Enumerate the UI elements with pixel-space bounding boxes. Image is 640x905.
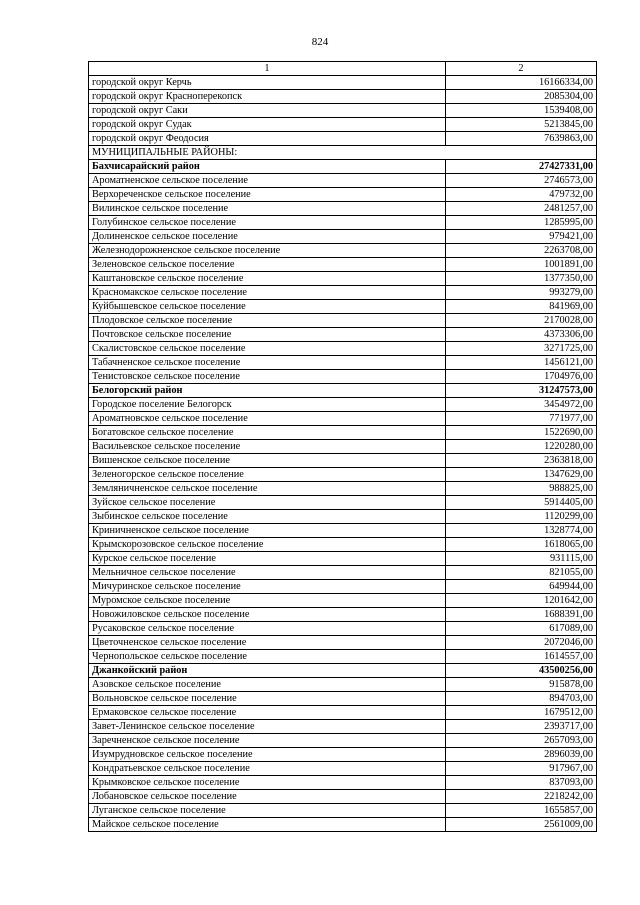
municipality-name: Вилинское сельское поселение: [89, 202, 446, 216]
table-row: [89, 370, 597, 384]
amount-value: 1201642,00: [446, 594, 597, 608]
amount-value: 979421,00: [446, 230, 597, 244]
amount-value: 931115,00: [446, 552, 597, 566]
municipality-name: Земляничненское сельское поселение: [89, 482, 446, 496]
amount-value: 2170028,00: [446, 314, 597, 328]
amount-value: 917967,00: [446, 762, 597, 776]
amount-value: 1539408,00: [446, 104, 597, 118]
municipality-name: Городское поселение Белогорск: [89, 398, 446, 412]
district-total-row: [89, 160, 597, 174]
amount-value: 7639863,00: [446, 132, 597, 146]
municipality-name: Зеленогорское сельское поселение: [89, 468, 446, 482]
amount-value: 1347629,00: [446, 468, 597, 482]
municipality-name: Вольновское сельское поселение: [89, 692, 446, 706]
amount-value: 2072046,00: [446, 636, 597, 650]
municipality-name: Белогорский район: [89, 384, 446, 398]
table-row: [89, 202, 597, 216]
table-row: [89, 608, 597, 622]
table-row: [89, 272, 597, 286]
table-row: [89, 300, 597, 314]
municipality-name: Курское сельское поселение: [89, 552, 446, 566]
table-row: [89, 776, 597, 790]
municipality-name: Табачненское сельское поселение: [89, 356, 446, 370]
municipality-name: Новожиловское сельское поселение: [89, 608, 446, 622]
table-body: [89, 76, 597, 832]
table-row: [89, 496, 597, 510]
amount-value: 43500256,00: [446, 664, 597, 678]
municipality-name: Почтовское сельское поселение: [89, 328, 446, 342]
table-row: [89, 76, 597, 90]
amount-value: 4373306,00: [446, 328, 597, 342]
municipality-name: городской округ Судак: [89, 118, 446, 132]
amount-value: 1688391,00: [446, 608, 597, 622]
amount-value: 1522690,00: [446, 426, 597, 440]
table-row: [89, 440, 597, 454]
municipality-name: Луганское сельское поселение: [89, 804, 446, 818]
municipality-name: Вишенское сельское поселение: [89, 454, 446, 468]
municipality-name: Зуйское сельское поселение: [89, 496, 446, 510]
amount-value: 2481257,00: [446, 202, 597, 216]
amount-value: 27427331,00: [446, 160, 597, 174]
municipality-name: Мичуринское сельское поселение: [89, 580, 446, 594]
table-row: [89, 132, 597, 146]
table-header-row: [89, 62, 597, 76]
amount-value: 617089,00: [446, 622, 597, 636]
municipality-name: Чернопольское сельское поселение: [89, 650, 446, 664]
table-row: [89, 90, 597, 104]
table-row: [89, 426, 597, 440]
amount-value: 1679512,00: [446, 706, 597, 720]
amount-value: 1001891,00: [446, 258, 597, 272]
municipality-name: Голубинское сельское поселение: [89, 216, 446, 230]
amount-value: 837093,00: [446, 776, 597, 790]
municipality-name: Ермаковское сельское поселение: [89, 706, 446, 720]
table-row: [89, 118, 597, 132]
budget-table: [88, 61, 597, 832]
table-row: [89, 482, 597, 496]
table-row: [89, 678, 597, 692]
table-row: [89, 762, 597, 776]
municipality-name: Железнодорожненское сельское поселение: [89, 244, 446, 258]
amount-value: 1456121,00: [446, 356, 597, 370]
table-row: [89, 104, 597, 118]
table-row: [89, 720, 597, 734]
section-header-row: [89, 146, 597, 160]
table-row: [89, 650, 597, 664]
table-row: [89, 286, 597, 300]
amount-value: 16166334,00: [446, 76, 597, 90]
amount-value: 2218242,00: [446, 790, 597, 804]
municipality-name: Муромское сельское поселение: [89, 594, 446, 608]
municipality-name: Криничненское сельское поселение: [89, 524, 446, 538]
municipality-name: Лобановское сельское поселение: [89, 790, 446, 804]
amount-value: 1328774,00: [446, 524, 597, 538]
amount-value: 1704976,00: [446, 370, 597, 384]
municipality-name: городской округ Красноперекопск: [89, 90, 446, 104]
amount-value: 894703,00: [446, 692, 597, 706]
municipality-name: Богатовское сельское поселение: [89, 426, 446, 440]
district-total-row: [89, 664, 597, 678]
table-row: [89, 258, 597, 272]
table-row: [89, 328, 597, 342]
amount-value: 3454972,00: [446, 398, 597, 412]
municipality-name: Васильевское сельское поселение: [89, 440, 446, 454]
table-row: [89, 510, 597, 524]
amount-value: 2746573,00: [446, 174, 597, 188]
municipality-name: Ароматненское сельское поселение: [89, 174, 446, 188]
column-header-amount: 2: [446, 62, 597, 76]
municipality-name: Скалистовское сельское поселение: [89, 342, 446, 356]
amount-value: 649944,00: [446, 580, 597, 594]
column-header-name: 1: [89, 62, 446, 76]
municipality-name: Верхореченское сельское поселение: [89, 188, 446, 202]
municipality-name: Завет-Ленинское сельское поселение: [89, 720, 446, 734]
municipality-name: Зыбинское сельское поселение: [89, 510, 446, 524]
table-row: [89, 622, 597, 636]
amount-value: 1120299,00: [446, 510, 597, 524]
table-row: [89, 748, 597, 762]
amount-value: 2896039,00: [446, 748, 597, 762]
table-row: [89, 566, 597, 580]
table-row: [89, 314, 597, 328]
municipality-name: Азовское сельское поселение: [89, 678, 446, 692]
table-row: [89, 342, 597, 356]
table-row: [89, 636, 597, 650]
municipality-name: Крымковское сельское поселение: [89, 776, 446, 790]
amount-value: 993279,00: [446, 286, 597, 300]
municipality-name: Русаковское сельское поселение: [89, 622, 446, 636]
municipality-name: Цветочненское сельское поселение: [89, 636, 446, 650]
amount-value: 1614557,00: [446, 650, 597, 664]
municipality-name: Каштановское сельское поселение: [89, 272, 446, 286]
table-row: [89, 580, 597, 594]
municipality-name: Бахчисарайский район: [89, 160, 446, 174]
amount-value: 915878,00: [446, 678, 597, 692]
amount-value: 2085304,00: [446, 90, 597, 104]
municipality-name: городской округ Керчь: [89, 76, 446, 90]
table-row: [89, 538, 597, 552]
municipality-name: Ароматновское сельское поселение: [89, 412, 446, 426]
municipality-name: Кондратьевское сельское поселение: [89, 762, 446, 776]
page-number: 824: [311, 36, 329, 48]
municipality-name: Заречненское сельское поселение: [89, 734, 446, 748]
amount-value: 2393717,00: [446, 720, 597, 734]
municipality-name: городской округ Феодосия: [89, 132, 446, 146]
amount-value: 1655857,00: [446, 804, 597, 818]
amount-value: 479732,00: [446, 188, 597, 202]
district-total-row: [89, 384, 597, 398]
section-title: МУНИЦИПАЛЬНЫЕ РАЙОНЫ:: [89, 146, 597, 160]
table-row: [89, 468, 597, 482]
table-row: [89, 412, 597, 426]
table-row: [89, 594, 597, 608]
amount-value: 2363818,00: [446, 454, 597, 468]
table-row: [89, 174, 597, 188]
municipality-name: городской округ Саки: [89, 104, 446, 118]
table-row: [89, 454, 597, 468]
table-row: [89, 706, 597, 720]
municipality-name: Плодовское сельское поселение: [89, 314, 446, 328]
amount-value: 1220280,00: [446, 440, 597, 454]
amount-value: 821055,00: [446, 566, 597, 580]
municipality-name: Куйбышевское сельское поселение: [89, 300, 446, 314]
amount-value: 5213845,00: [446, 118, 597, 132]
municipality-name: Долиненское сельское поселение: [89, 230, 446, 244]
table-row: [89, 230, 597, 244]
municipality-name: Мельничное сельское поселение: [89, 566, 446, 580]
municipality-name: Крымскорозовское сельское поселение: [89, 538, 446, 552]
amount-value: 31247573,00: [446, 384, 597, 398]
municipality-name: Красномакское сельское поселение: [89, 286, 446, 300]
amount-value: 988825,00: [446, 482, 597, 496]
amount-value: 1285995,00: [446, 216, 597, 230]
table-row: [89, 790, 597, 804]
amount-value: 2657093,00: [446, 734, 597, 748]
amount-value: 841969,00: [446, 300, 597, 314]
amount-value: 3271725,00: [446, 342, 597, 356]
municipality-name: Тенистовское сельское поселение: [89, 370, 446, 384]
table-row: [89, 692, 597, 706]
table-row: [89, 524, 597, 538]
amount-value: 2263708,00: [446, 244, 597, 258]
amount-value: 1377350,00: [446, 272, 597, 286]
municipality-name: Джанкойский район: [89, 664, 446, 678]
table-row: [89, 398, 597, 412]
table-row: [89, 244, 597, 258]
table-row: [89, 552, 597, 566]
amount-value: 771977,00: [446, 412, 597, 426]
table-row: [89, 804, 597, 818]
table-row: [89, 356, 597, 370]
municipality-name: Зеленовское сельское поселение: [89, 258, 446, 272]
table-row: [89, 734, 597, 748]
table-row: [89, 188, 597, 202]
amount-value: 5914405,00: [446, 496, 597, 510]
municipality-name: Изумрудновское сельское поселение: [89, 748, 446, 762]
table-row: [89, 216, 597, 230]
amount-value: 1618065,00: [446, 538, 597, 552]
amount-value: 2561009,00: [446, 818, 597, 832]
table-row: [89, 818, 597, 832]
municipality-name: Майское сельское поселение: [89, 818, 446, 832]
